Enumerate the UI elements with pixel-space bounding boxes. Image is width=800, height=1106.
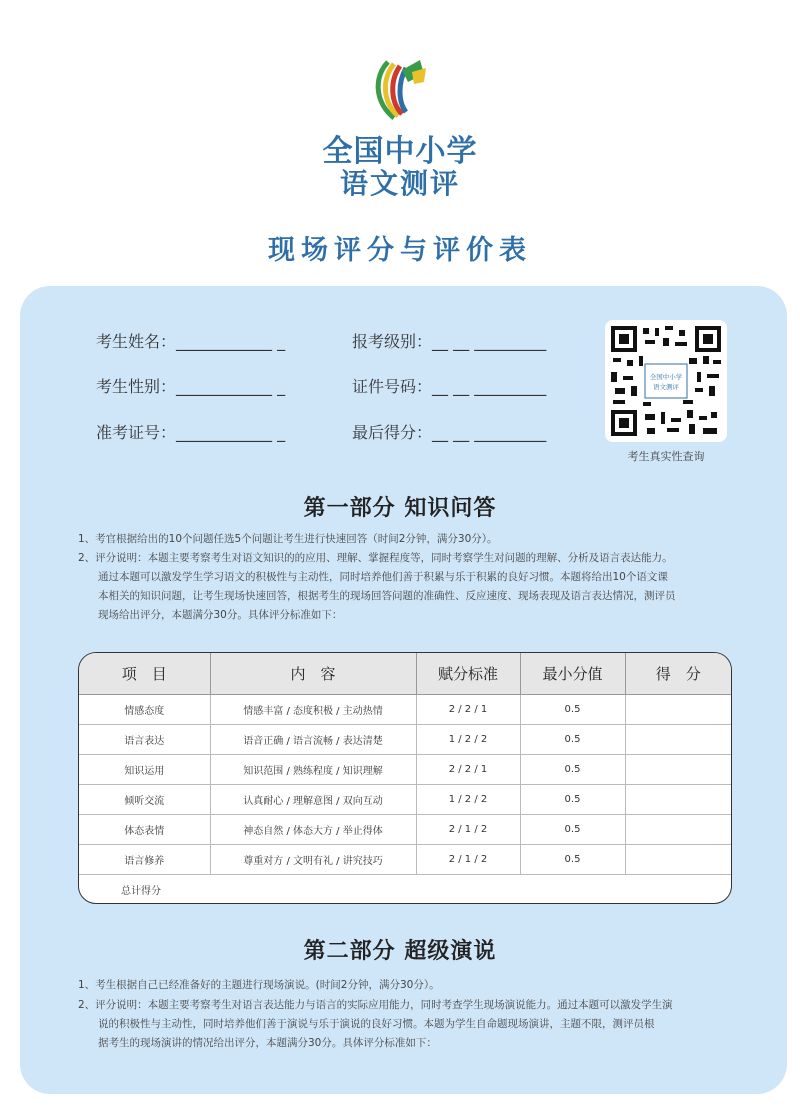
table-row: 倾听交流 认真耐心 / 理解意图 / 双向互动 1 / 2 / 2 0.5 <box>79 785 731 815</box>
score-cell[interactable] <box>625 815 731 845</box>
exam-id-field[interactable]: 准考证号：____________ _ <box>96 423 286 442</box>
final-score-field[interactable]: 最后得分：__ __ _________ <box>352 423 547 442</box>
score-cell[interactable] <box>625 695 731 725</box>
part1-line-2: 2、评分说明：本题主要考察考生对语文知识的的应用、理解、掌握程度等，同时考察学生对问题的理解、分析及语言表达能力。 <box>78 552 673 564</box>
part2-title: 第二部分 超级演说 <box>303 939 497 964</box>
table-header <box>79 653 731 695</box>
table-row: 情感态度 情感丰富 / 态度积极 / 主动热情 2 / 2 / 1 0.5 <box>79 695 731 725</box>
total-row[interactable] <box>79 875 731 905</box>
score-cell[interactable] <box>625 755 731 785</box>
part1-title: 第一部分 知识问答 <box>303 496 497 521</box>
brand-title-line1: 全国中小学 <box>322 134 478 169</box>
svg-text:全国中小学: 全国中小学 <box>649 373 683 381</box>
logo-icon <box>368 52 438 124</box>
id-number-field[interactable]: 证件号码：__ __ _________ <box>352 377 547 396</box>
qr-code[interactable] <box>605 320 727 442</box>
part2-line-2: 2、评分说明：本题主要考察考生对语言表达能力与语言的实际应用能力，同时考查学生现场演说能力。通过本题可以激发学生演 <box>78 999 673 1011</box>
col-header-content: 内 容 <box>210 653 416 695</box>
gender-field[interactable]: 考生性别：____________ _ <box>96 377 286 396</box>
brand-title-line2: 语文测评 <box>339 167 460 200</box>
part2-line-1: 1、考生根据自己已经准备好的主题进行现场演说。(时间2分钟，满分30分）。 <box>78 979 440 991</box>
score-cell[interactable] <box>625 845 731 875</box>
qr-code-icon <box>609 324 723 438</box>
col-header-score: 得 分 <box>625 653 731 695</box>
table-row: 体态表情 神态自然 / 体态大方 / 举止得体 2 / 1 / 2 0.5 <box>79 815 731 845</box>
total-label: 总计得分 <box>121 886 161 897</box>
part2-line-3: 说的积极性与主动性，同时培养他们善于演说与乐于演说的良好习惯。本题为学生自命题现场演讲，主题不限，测评员根 <box>98 1018 655 1030</box>
table-row: 语言修养 尊重对方 / 文明有礼 / 讲究技巧 2 / 1 / 2 0.5 <box>79 845 731 875</box>
col-header-min-score: 最小分值 <box>520 653 625 695</box>
col-header-item: 项 目 <box>79 653 210 695</box>
table-row: 知识运用 知识范围 / 熟练程度 / 知识理解 2 / 2 / 1 0.5 <box>79 755 731 785</box>
page-title: 现场评分与评价表 <box>268 235 532 266</box>
table-row: 语言表达 语音正确 / 语言流畅 / 表达清楚 1 / 2 / 2 0.5 <box>79 725 731 755</box>
part2-line-4: 据考生的现场演讲的情况给出评分，本题满分30分。具体评分标准如下： <box>98 1037 437 1049</box>
qr-caption: 考生真实性查询 <box>627 450 705 463</box>
scoring-table <box>78 652 732 904</box>
part1-line-4: 本相关的知识问题，让考生现场快速回答，根据考生的现场回答问题的准确性、反应速度、现场表现及语言表达情况，测评员 <box>98 590 676 602</box>
score-cell[interactable] <box>625 725 731 755</box>
part1-line-1: 1、考官根据给出的10个问题任选5个问题让考生进行快速回答（时间2分钟，满分30分）。 <box>78 533 498 545</box>
part1-line-5: 现场给出评分，本题满分30分。具体评分标准如下： <box>98 609 343 621</box>
svg-text:语文测评: 语文测评 <box>653 383 679 391</box>
part1-line-3: 通过本题可以激发学生学习语文的积极性与主动性，同时培养他们善于积累与乐于积累的良好习惯。本题将给出10个语文课 <box>98 571 668 583</box>
score-cell[interactable] <box>625 785 731 815</box>
name-field[interactable]: 考生姓名：____________ _ <box>96 332 286 351</box>
level-field[interactable]: 报考级别：__ __ _________ <box>352 332 547 351</box>
col-header-standard: 赋分标准 <box>416 653 520 695</box>
